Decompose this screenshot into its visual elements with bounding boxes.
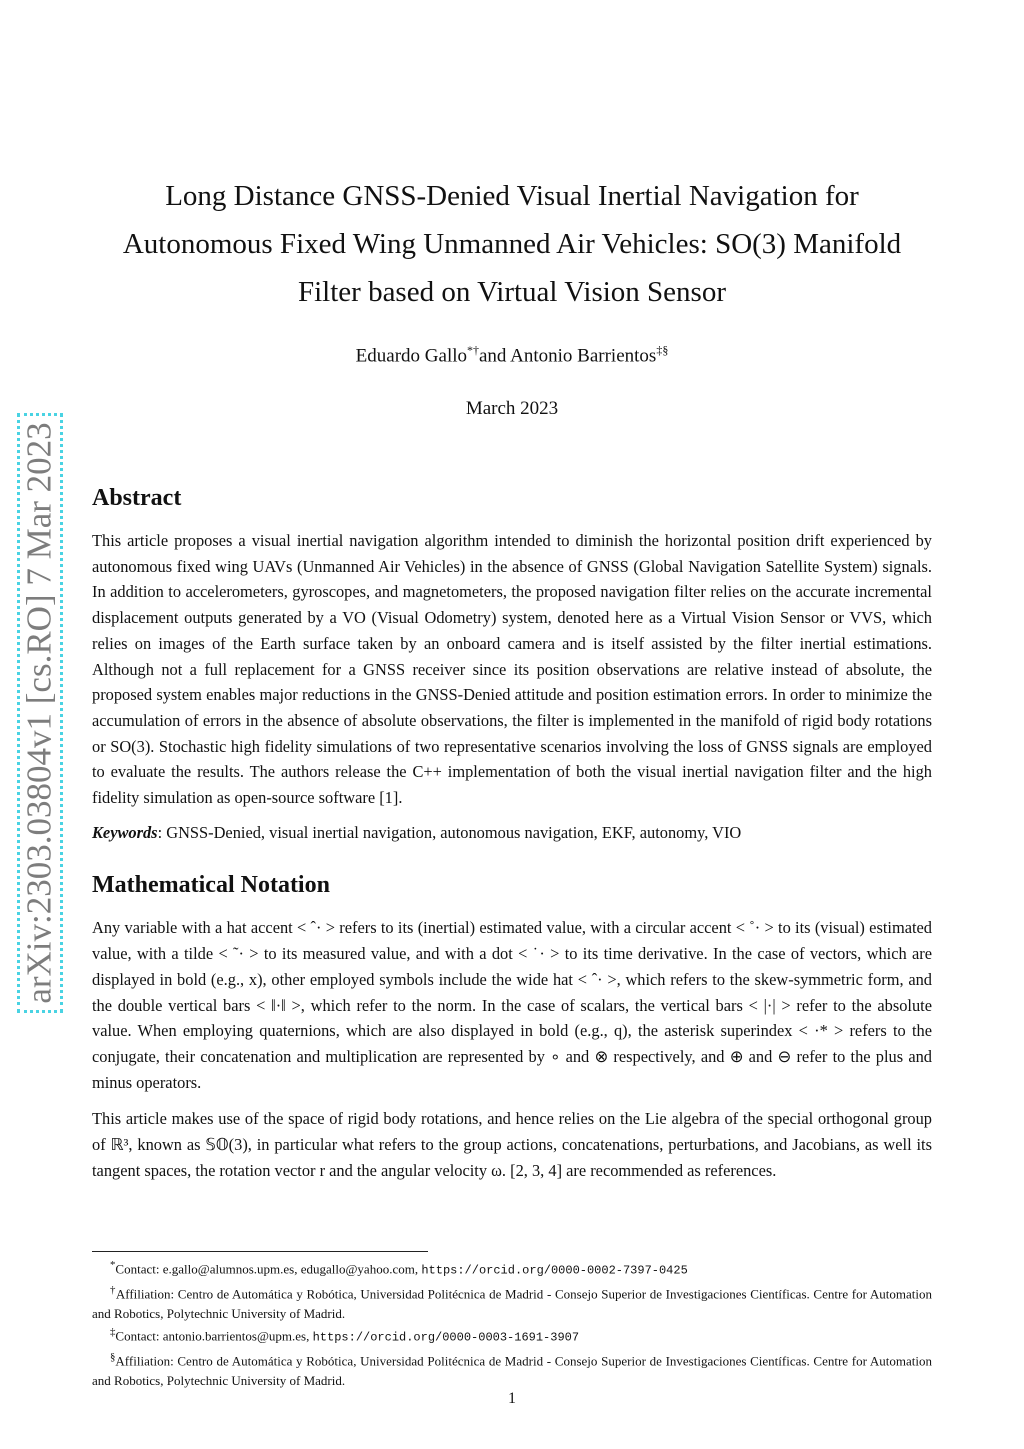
footnote-3-orcid-link[interactable]: https://orcid.org/0000-0003-1691-3907 <box>312 1330 580 1345</box>
footnote-1-orcid-link[interactable]: https://orcid.org/0000-0002-7397-0425 <box>421 1263 688 1278</box>
keywords-label: Keywords <box>92 822 158 842</box>
arxiv-stamp <box>17 413 63 1013</box>
author-2: and Antonio Barrientos <box>479 345 657 367</box>
arxiv-stamp-text: arXiv:2303.03804v1 [cs.RO] 7 Mar 2023 <box>20 422 59 1004</box>
footnote-4-mark: § <box>110 1350 116 1363</box>
paper-date: March 2023 <box>465 398 559 419</box>
notation-paragraph-2: This article makes use of the space of rigid body rotations, and hence relies on the Lie algebra of the special orthogonal group of ℝ³, known as 𝕊𝕆(3), in particular what refers to the group actions, concatenations, perturbations, and Jacobians, as well its tangent spaces, the rotation vector r and the angular velocity ω. [2, 3, 4] are recommended as references. <box>92 1109 932 1180</box>
footnote-1 <box>92 1256 932 1281</box>
footnote-4 <box>92 1348 932 1390</box>
footnote-3 <box>92 1323 932 1348</box>
author-1: Eduardo Gallo <box>355 345 467 367</box>
footnotes <box>92 1256 932 1390</box>
notation-paragraph-1: Any variable with a hat accent < ˆ· > refers to its (inertial) estimated value, with a circular accent < ˚· > to its (visual) estimated value, with a tilde < ˜· > to its measured value, and with a dot < ˙· > to its time derivative. In the case of vectors, which are displayed in bold (e.g., x), other employed symbols include the wide hat < ˆ· >, which refers to the skew-symmetric form, and the double vertical bars < ‖·‖ >, which refer to the norm. In the case of scalars, the vertical bars < |·| > refer to the absolute value. When employing quaternions, which are also displayed in bold (e.g., q), the asterisk superindex < ·* > refers to the conjugate, their concatenation and multiplication are represented by ∘ and ⊗ respectively, and ⊕ and ⊖ refer to the plus and minus operators. <box>92 918 932 1092</box>
footnote-4-text: Affiliation: Centro de Automática y Robótica, Universidad Politécnica de Madrid - Consejo Superior de Investigaciones Científicas. Centre for Automation and Robotics, Polytechnic University of Madrid. <box>92 1353 932 1388</box>
keywords <box>92 820 932 846</box>
footnote-1-text: Contact: e.gallo@alumnos.upm.es, edugallo@yahoo.com, <box>115 1261 422 1277</box>
footnote-3-text: Contact: antonio.barrientos@upm.es, <box>115 1328 313 1344</box>
footnote-2-text: Affiliation: Centro de Automática y Robótica, Universidad Politécnica de Madrid - Consejo Superior de Investigaciones Científicas. Centre for Automation and Robotics, Polytechnic University of Madrid. <box>92 1286 932 1321</box>
keywords-text: : GNSS-Denied, visual inertial navigation, autonomous navigation, EKF, autonomy, VIO <box>157 822 742 842</box>
paper-title: Long Distance GNSS-Denied Visual Inertial Navigation for Autonomous Fixed Wing Unmanned Air Vehicles: SO(3) Manifold Filter based on Virtual Vision Sensor <box>122 180 902 308</box>
abstract-heading: Abstract <box>92 485 182 511</box>
footnote-2-mark: † <box>110 1283 116 1296</box>
footnote-1-mark: * <box>110 1259 116 1271</box>
footnote-2 <box>92 1281 932 1323</box>
footnote-3-mark: ‡ <box>110 1326 116 1339</box>
author-1-marks: *† <box>467 343 479 357</box>
main-content <box>92 482 932 1183</box>
author-2-marks: ‡§ <box>656 343 669 357</box>
footnote-divider <box>92 1251 428 1252</box>
page-number: 1 <box>508 1390 516 1407</box>
abstract-text: This article proposes a visual inertial navigation algorithm intended to diminish the horizontal position drift experienced by autonomous fixed wing UAVs (Unmanned Air Vehicles) in the absence of GNSS (Global Navigation Satellite System) signals. In addition to accelerometers, gyroscopes, and magnetometers, the proposed navigation filter relies on the accurate incremental displacement outputs generated by a VO (Visual Odometry) system, denoted here as a Virtual Vision Sensor or VVS, which relies on images of the Earth surface taken by an onboard camera and is itself assisted by the filter inertial estimations. Although not a full replacement for a GNSS receiver since its position observations are relative instead of absolute, the proposed system enables major reductions in the GNSS-Denied attitude and position estimation errors. In order to minimize the accumulation of errors in the absence of absolute observations, the filter is implemented in the manifold of rigid body rotations or SO(3). Stochastic high fidelity simulations of two representative scenarios involving the loss of GNSS signals are employed to evaluate the results. The authors release the C++ implementation of both the visual inertial navigation filter and the high fidelity simulation as open-source software [1]. <box>92 531 932 808</box>
author-line <box>100 343 924 367</box>
notation-heading: Mathematical Notation <box>92 872 330 899</box>
